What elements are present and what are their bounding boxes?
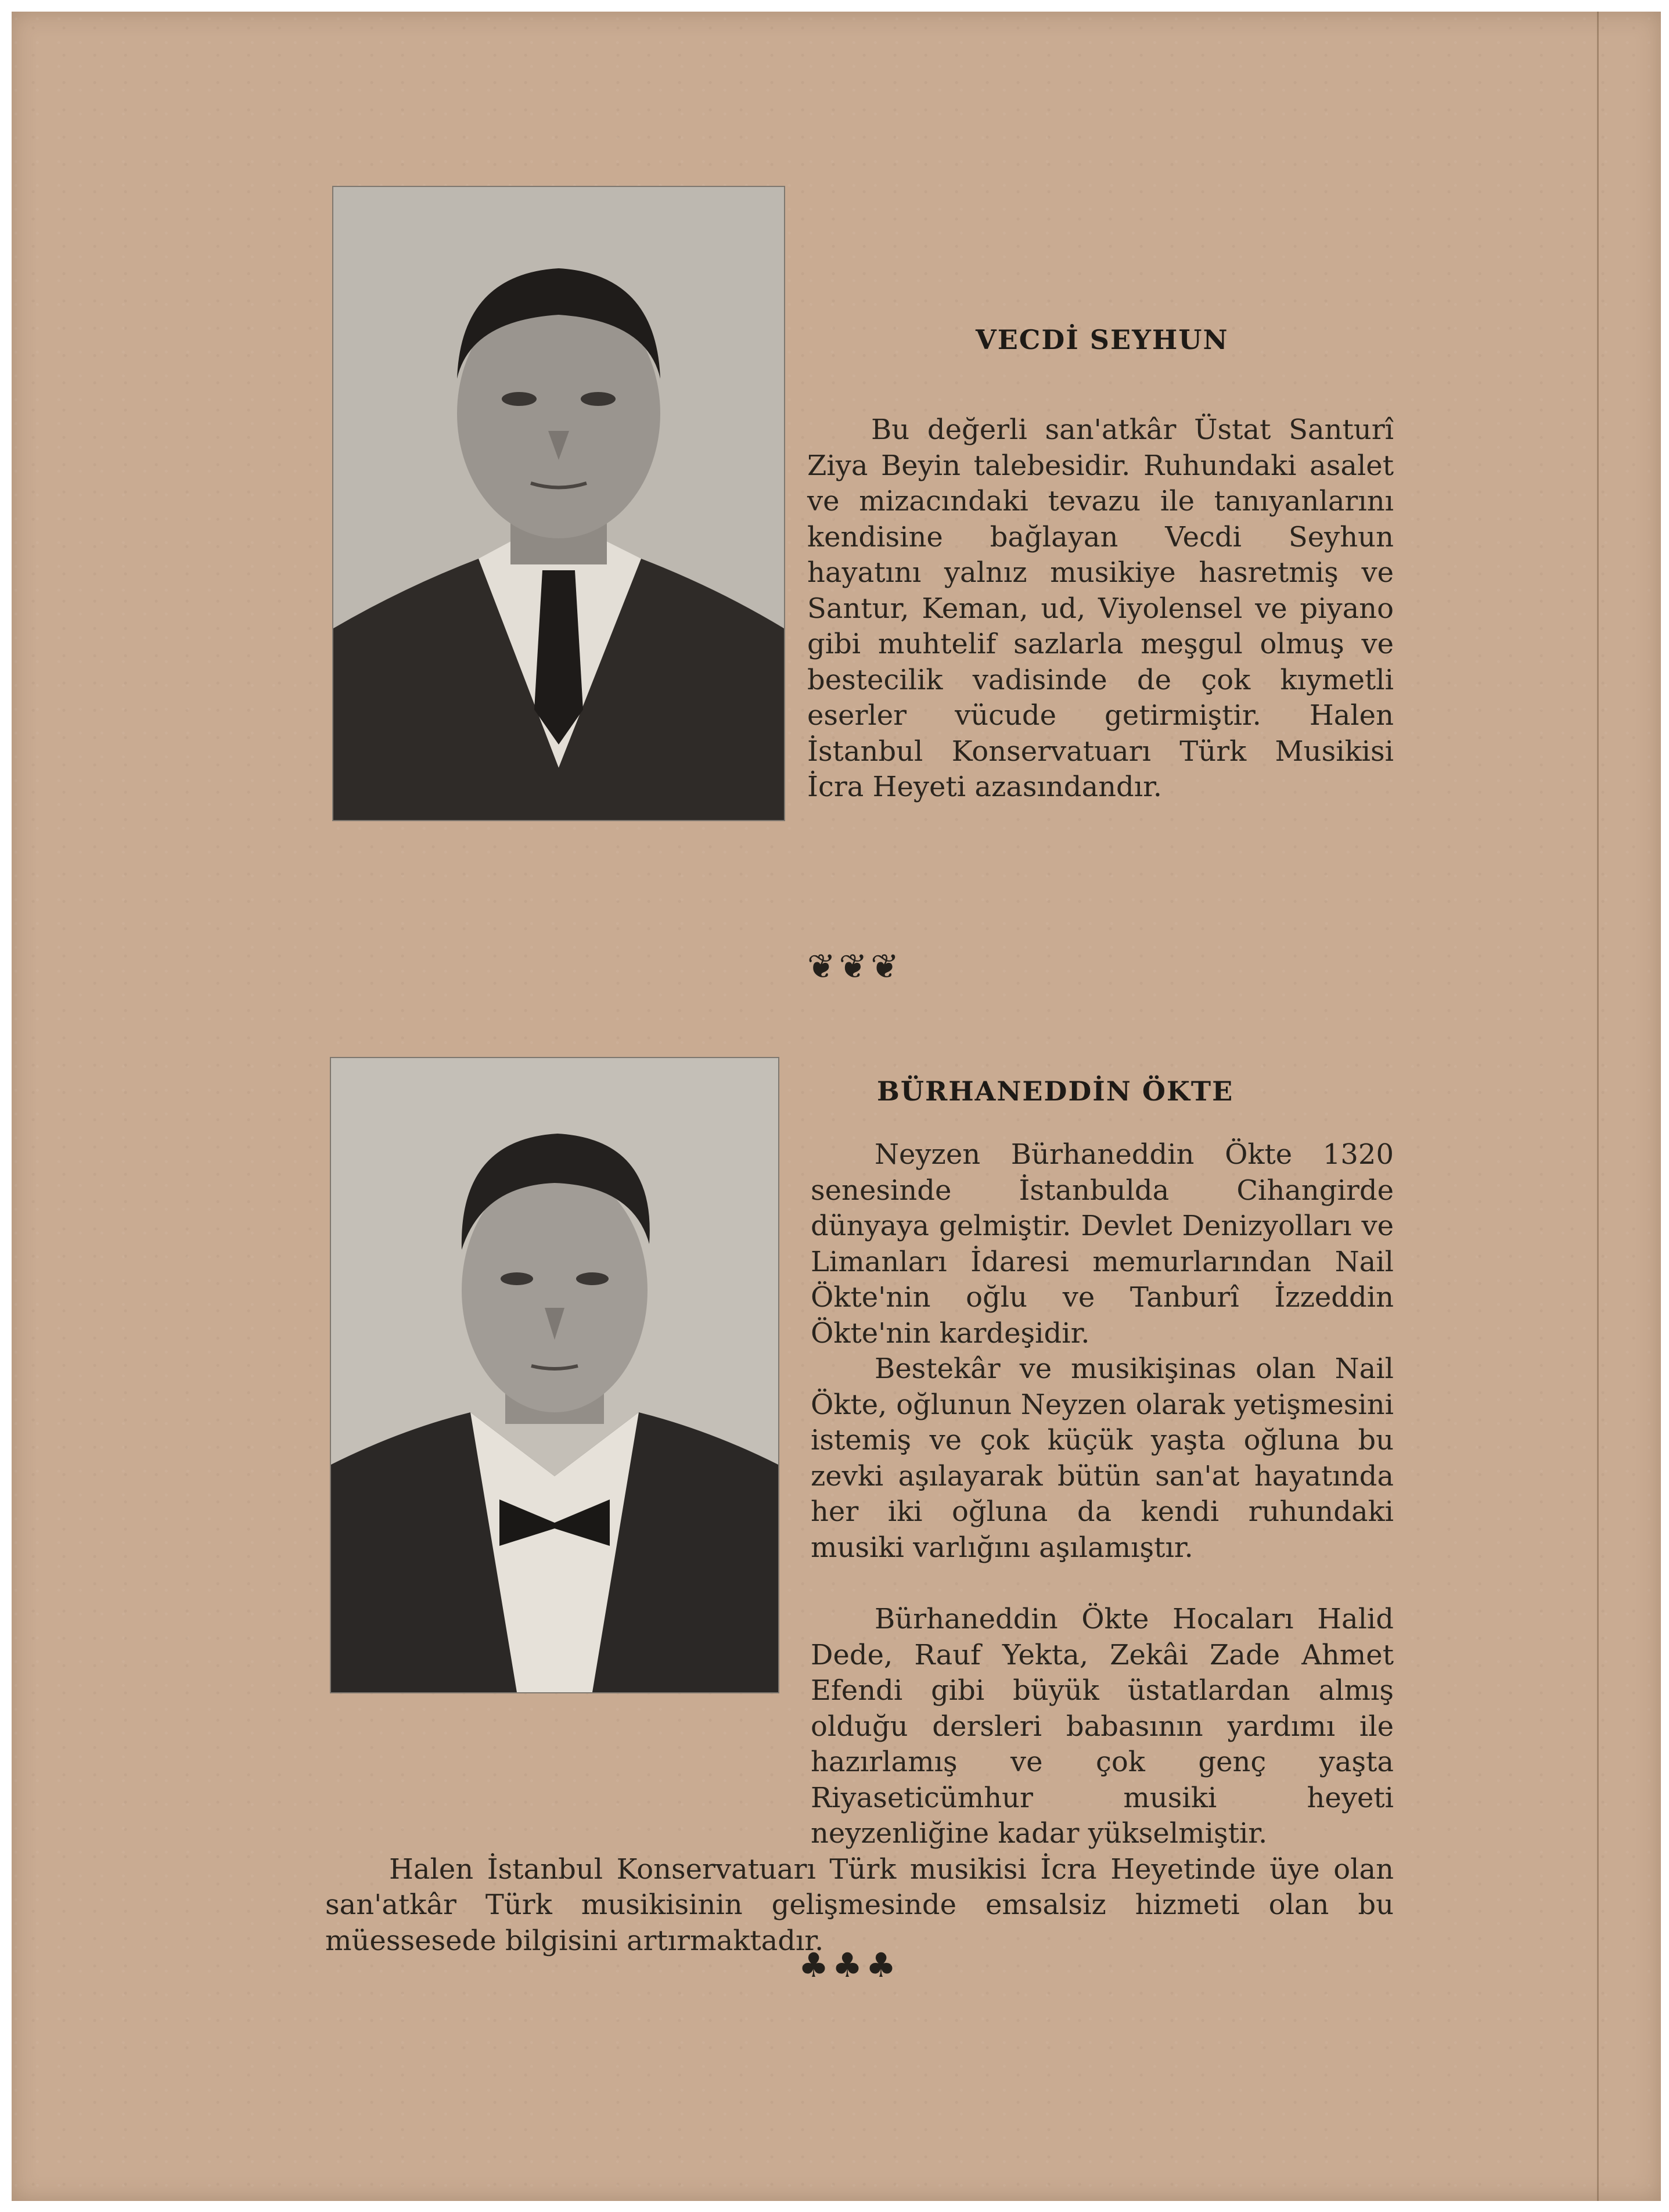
section-body-burhaneddin-okte-full-width [325,1602,1394,1959]
portrait-silhouette-icon [333,187,784,820]
paragraph: Halen İstanbul Konservatuarı Türk musikisi İcra Heyetinde üye olan san'atkâr Türk musikisinin gelişmesinde emsalsiz hizmeti olan bu müessesede bilgisini artırmaktadır. [325,1853,1394,1957]
portrait-silhouette-icon [331,1058,778,1692]
paragraph: Bürhaneddin Ökte Hocaları Halid Dede, Rauf Yekta, Zekâi Zade Ahmet Efendi gibi büyük üstatlardan almış olduğu dersleri babasının yardımı ile hazırlamış ve çok genç yaşta Riyaseticümhur musiki heyeti neyzenliğine kadar yükselmiştir. [811,1603,1394,1850]
portrait-photo-vecdi-seyhun [332,186,785,821]
section-body-vecdi-seyhun [807,412,1394,805]
section-heading-burhaneddin-okte: BÜRHANEDDİN ÖKTE [877,1076,1234,1107]
end-ornament: ♣♣♣ [798,1945,900,1985]
portrait-photo-burhaneddin-okte [330,1057,779,1693]
page-fold-line [1597,12,1599,2201]
paragraph: Bu değerli san'atkâr Üstat Santurî Ziya Beyin talebesidir. Ruhundaki asalet ve mizacındaki tevazu ile tanıyanlarını kendisine bağlayan Vecdi Seyhun hayatını yalnız musikiye hasretmiş ve Santur, Keman, ud, Viyolensel ve piyano gibi muhtelif sazlarla meşgul olmuş ve bestecilik vadisinde de çok kıymetli eserler vücude getirmiştir. Halen İstanbul Konservatuarı Türk Musikisi İcra Heyeti azasındandır. [807,413,1394,803]
section-body-burhaneddin-okte-upper [811,1137,1394,1566]
paragraph: Bestekâr ve musikişinas olan Nail Ökte, oğlunun Neyzen olarak yetişmesini istemiş ve çok küçük yaşta oğluna bu zevki aşılayarak bütün san'at hayatında her iki oğluna da kendi ruhundaki musiki varlığını aşılamıştır. [811,1353,1394,1564]
divider-ornament: ❦❦❦ [807,947,902,986]
section-heading-vecdi-seyhun: VECDİ SEYHUN [976,324,1229,355]
paragraph: Neyzen Bürhaneddin Ökte 1320 senesinde İstanbulda Cihangirde dünyaya gelmiştir. Devlet Denizyolları ve Limanları İdaresi memurlarından Nail Ökte'nin oğlu ve Tanburî İzzeddin Ökte'nin kardeşidir. [811,1138,1394,1350]
scanned-page [12,12,1661,2201]
